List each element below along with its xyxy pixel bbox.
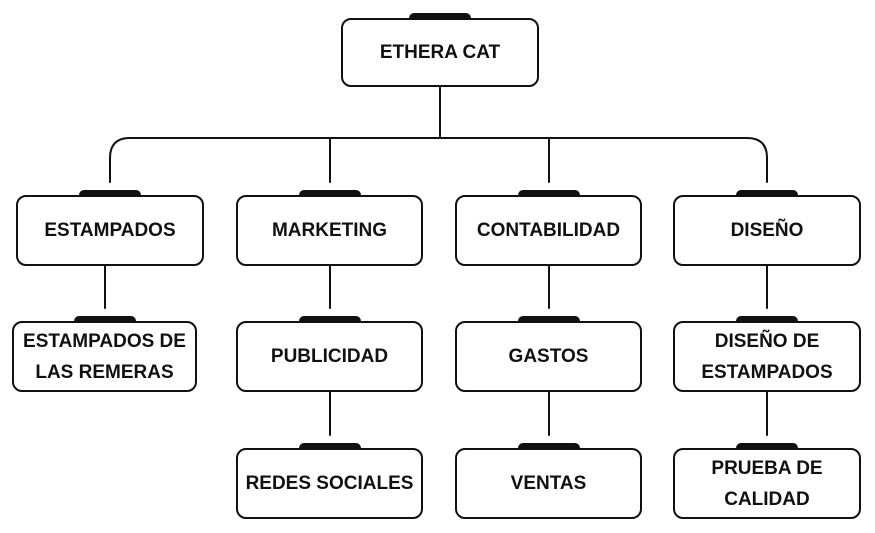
node-label: PUBLICIDAD [270, 346, 389, 367]
connector-bus [110, 138, 767, 182]
node-label: VENTAS [510, 473, 587, 494]
node-tab [74, 316, 136, 323]
node-label: REDES SOCIALES [245, 473, 414, 494]
node-ventas [455, 448, 642, 519]
node-tab [299, 443, 361, 450]
node-estampados [16, 195, 204, 266]
node-ethera-cat [341, 18, 539, 87]
node-tab [409, 13, 471, 20]
node-tab [79, 190, 141, 197]
node-label: CONTABILIDAD [476, 220, 621, 241]
node-marketing [236, 195, 423, 266]
node-tab [299, 316, 361, 323]
node-estampados-de-las-remeras [12, 321, 197, 392]
node-tab [299, 190, 361, 197]
node-diseno [673, 195, 861, 266]
node-label: DISEÑO DE ESTAMPADOS [701, 330, 833, 383]
node-diseno-de-estampados [673, 321, 861, 392]
node-label: DISEÑO [730, 220, 804, 241]
node-prueba-de-calidad [673, 448, 861, 519]
node-tab [518, 316, 580, 323]
node-contabilidad [455, 195, 642, 266]
node-gastos [455, 321, 642, 392]
node-tab [736, 316, 798, 323]
node-label: ESTAMPADOS [44, 220, 176, 241]
node-label: MARKETING [271, 220, 388, 241]
node-tab [736, 443, 798, 450]
node-label: PRUEBA DE CALIDAD [711, 457, 823, 510]
node-label: ETHERA CAT [379, 42, 501, 63]
node-tab [518, 190, 580, 197]
node-redes-sociales [236, 448, 423, 519]
node-tab [518, 443, 580, 450]
node-label: GASTOS [508, 346, 589, 367]
node-tab [736, 190, 798, 197]
node-label: ESTAMPADOS DE LAS REMERAS [23, 330, 186, 383]
node-publicidad [236, 321, 423, 392]
